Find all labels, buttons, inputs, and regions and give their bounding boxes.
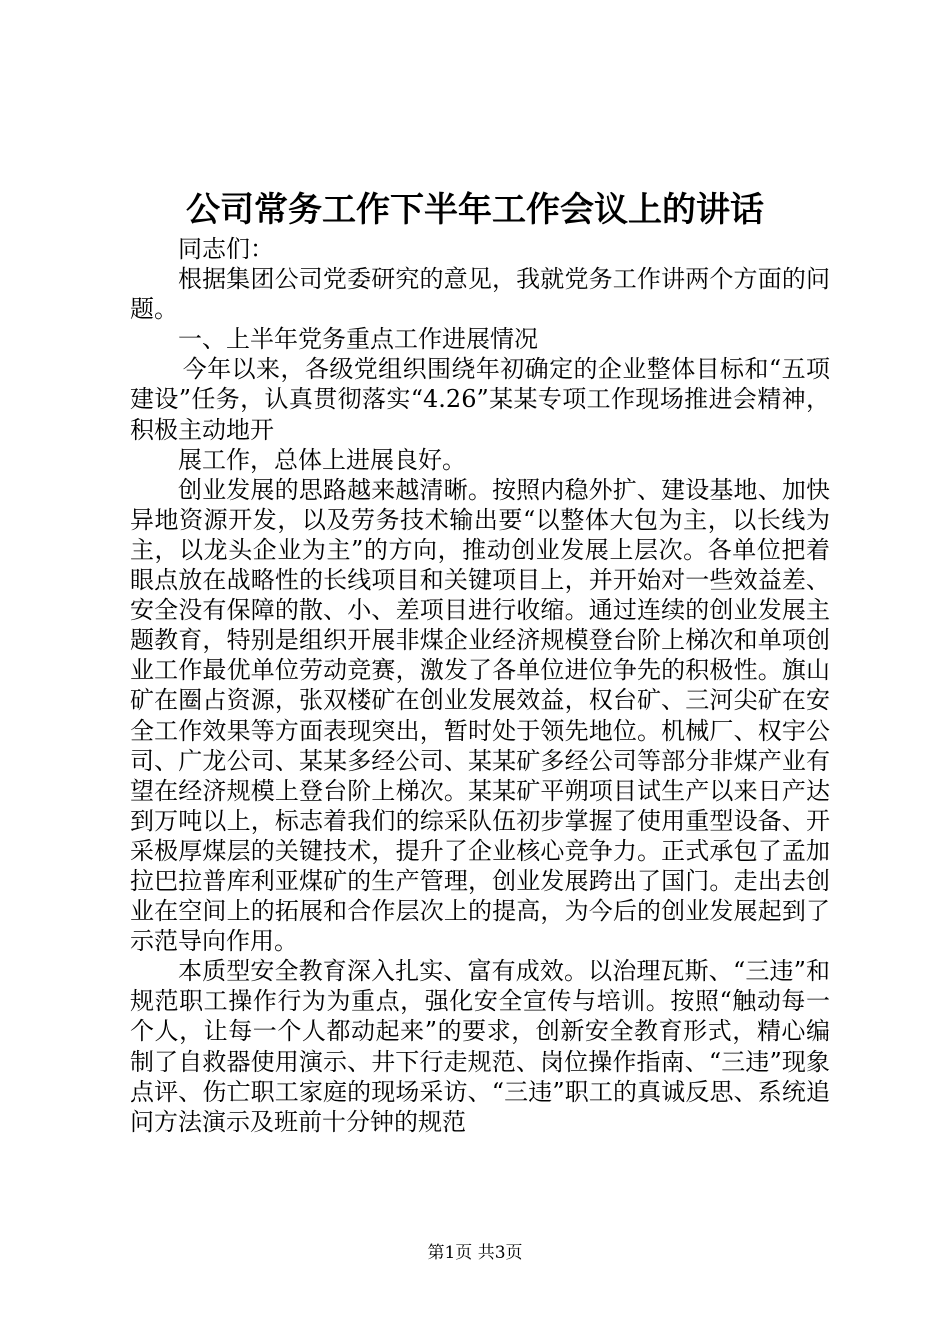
paragraph-overview-continued: 展工作，总体上进展良好。 [178,445,466,474]
paragraph-development: 创业发展的思路越来越清晰。按照内稳外扩、建设基地、加快异地资源开发，以及劳务技术输出要“以整体大包为主，以长线为主，以龙头企业为主”的方向，推动创业发展上层次。各单位把着眼点放在战略性的长线项目和关键项目上，并开始对一些效益差、安全没有保障的散、小、差项目进行收缩。通过连续的创业发展主题教育，特别是组织开展非煤企业经济规模登台阶上梯次和单项创业工作最优单位劳动竞赛，激发了各单位进位争先的积极性。旗山矿在圈占资源，张双楼矿在创业发展效益，权台矿、三河尖矿在安全工作效果等方面表现突出，暂时处于领先地位。机械厂、权宇公司、广龙公司、某某多经公司、某某矿多经公司等部分非煤产业有望在经济规模上登台阶上梯次。某某矿平朔项目试生产以来日产达到万吨以上，标志着我们的综采队伍初步掌握了使用重型设备、开采极厚煤层的关键技术，提升了企业核心竞争力。正式承包了孟加拉巴拉普库利亚煤矿的生产管理，创业发展跨出了国门。走出去创业在空间上的拓展和合作层次上的提高，为今后的创业发展起到了示范导向作用。 [130,475,830,956]
salutation: 同志们： [178,235,274,263]
paragraph-overview: 今年以来，各级党组织围绕年初确定的企业整体目标和“五项建设”任务，认真贯彻落实“4.26”某某专项工作现场推进会精神，积极主动地开 [130,355,830,444]
section-heading: 一、上半年党务重点工作进展情况 [178,325,538,354]
document-body [130,234,830,1137]
paragraph-intro: 根据集团公司党委研究的意见，我就党务工作讲两个方面的问题。 [130,265,830,324]
paragraph-safety: 本质型安全教育深入扎实、富有成效。以治理瓦斯、“三违”和规范职工操作行为为重点，强化安全宣传与培训。按照“触动每一个人，让每一个人都动起来”的要求，创新安全教育形式，精心编制了自救器使用演示、井下行走规范、岗位操作指南、“三违”现象点评、伤亡职工家庭的现场采访、“三违”职工的真诚反思、系统追问方法演示及班前十分钟的规范 [130,957,830,1136]
document-title: 公司常务工作下半年工作会议上的讲话 [186,190,764,230]
page-number: 第1页 共3页 [427,1243,523,1263]
